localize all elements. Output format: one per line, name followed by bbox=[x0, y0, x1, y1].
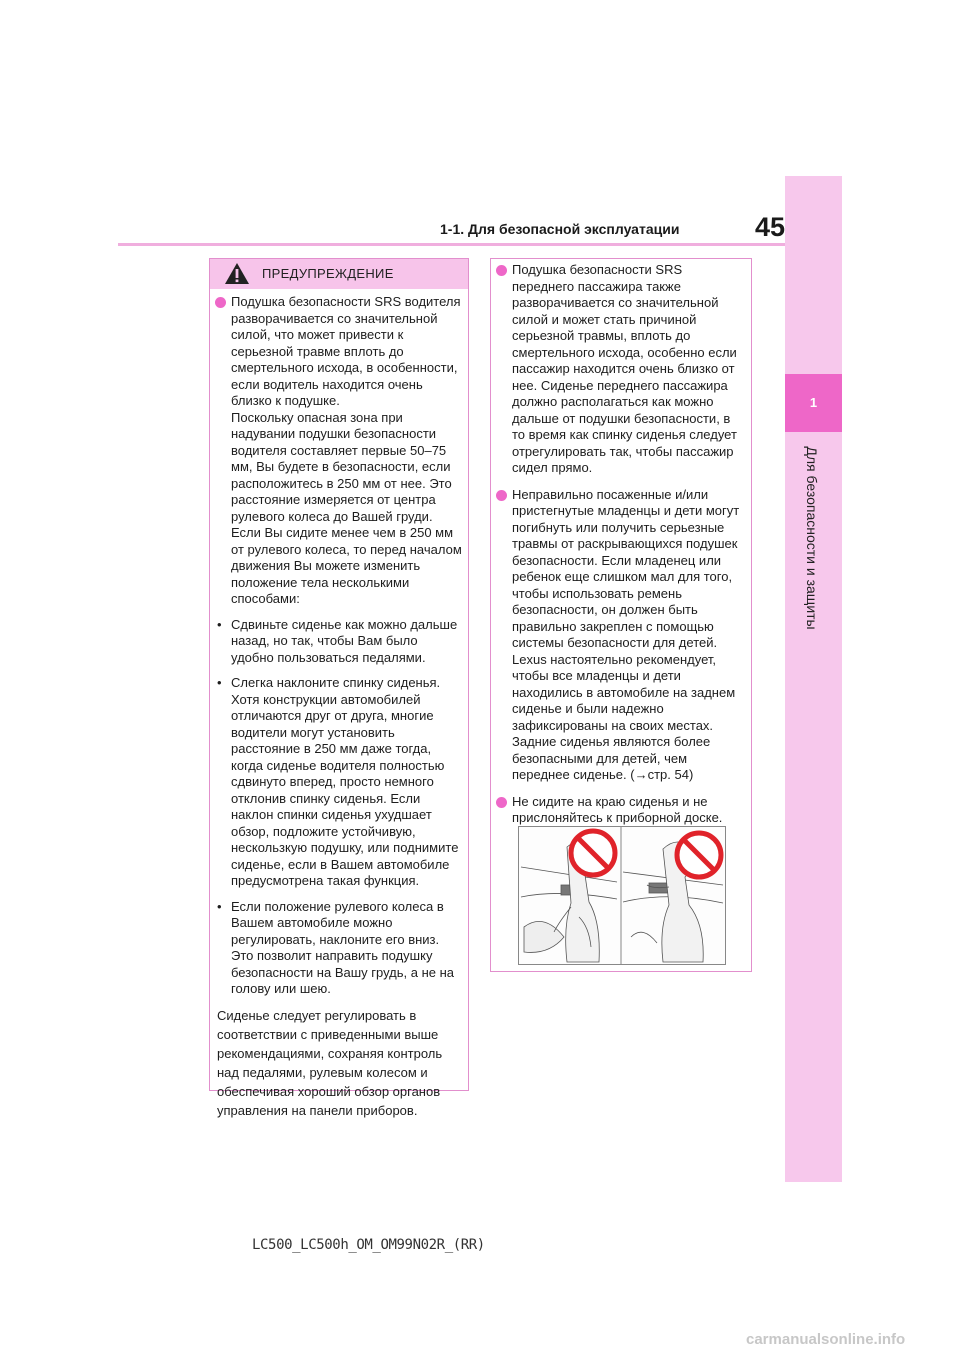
header-rule bbox=[118, 243, 785, 246]
warning-item bbox=[210, 294, 468, 608]
bullet-dot-icon bbox=[496, 797, 507, 808]
sub-bullet-dot-icon: • bbox=[217, 898, 222, 914]
chapter-label: Для безопасности и защиты bbox=[804, 446, 820, 630]
warning-item-text: Подушка безопасности SRS водителя разворачивается со значительной силой, что может привести к серьезной травме вплоть до смертельного исхода, в особенности, если водитель находится очень близко к подушке. Поскольку опасная зона при надувании подушки безопасности водителя составляет первые 50–75 мм, Вы будете в безопасности, если расположитесь в 250 мм от нее. Это расстояние измеряется от центра рулевого колеса до Вашей груди. Если Вы сидите менее чем в 250 мм от рулевого колеса, то перед началом движения Вы можете изменить положение тела несколькими способами: bbox=[231, 294, 462, 606]
sub-bullet-text: Слегка наклоните спинку сиденья. Хотя конструкции автомобилей отличаются друг от друга, многие водители могут установить расстояние в 250 мм даже тогда, когда сиденье водителя полностью сдвинуто вперед, просто немного отклонив спинку сиденья. Если наклон спинки сиденья ухудшает обзор, подложите устойчивую, нескользкую подушку, или поднимите сиденье, если в Вашем автомобиле предусмотрена такая функция. bbox=[231, 675, 459, 888]
sub-bullet bbox=[210, 617, 468, 667]
sub-bullet-dot-icon: • bbox=[217, 616, 222, 632]
page-number: 45 bbox=[754, 212, 785, 242]
section-title: 1-1. Для безопасной эксплуатации bbox=[440, 221, 680, 237]
warning-header bbox=[210, 259, 468, 289]
sub-bullet bbox=[210, 899, 468, 998]
warning-box bbox=[209, 258, 469, 1118]
warning-title: ПРЕДУПРЕЖДЕНИЕ bbox=[262, 266, 394, 281]
bullet-dot-icon bbox=[215, 297, 226, 308]
warning-item bbox=[491, 487, 751, 784]
warning-item-text: Подушка безопасности SRS переднего пассажира также разворачивается со значительной силой и может стать причиной серьезной травмы, вплоть до смертельного исхода, особенно если пассажир находится очень близко от нее. Сиденье переднего пассажира должно располагаться как можно дальше от подушки безопасности, в то время как спинку сиденья следует отрегулировать так, чтобы пассажир сидел прямо. bbox=[512, 262, 737, 475]
continued-warning-content bbox=[491, 262, 751, 827]
warning-item bbox=[491, 262, 751, 477]
sub-bullet-text: Если положение рулевого колеса в Вашем автомобиле можно регулировать, наклоните его вниз. Это позволит направить подушку безопасности на Вашу грудь, а не на голову или шею. bbox=[231, 898, 455, 996]
warning-item bbox=[491, 794, 751, 827]
warning-closing-text: Сиденье следует регулировать в соответствии с приведенными выше рекомендациями, сохраняя контроль над педалями, рулевым колесом и обеспечивая хороший обзор органов управления на панели приборов. bbox=[217, 1007, 443, 1118]
sub-bullet-dot-icon: • bbox=[217, 675, 222, 690]
prohibition-sign-icon-right bbox=[677, 833, 721, 877]
sub-bullet-text: Сдвиньте сиденье как можно дальше назад, но так, чтобы Вам было удобно пользоваться педалями. bbox=[231, 616, 458, 665]
warning-triangle-icon bbox=[224, 262, 250, 285]
chapter-number-tab[interactable]: 1 bbox=[785, 374, 842, 432]
bullet-dot-icon bbox=[496, 265, 507, 276]
bullet-dot-icon bbox=[496, 490, 507, 501]
document-code: LC500_LC500h_OM_OM99N02R_(RR) bbox=[252, 1237, 485, 1253]
prohibited-seating-illustration bbox=[518, 826, 726, 965]
sub-bullet bbox=[210, 675, 468, 890]
seating-illustration-drawing bbox=[519, 827, 725, 964]
chapter-side-tab bbox=[785, 176, 842, 1182]
warning-item-text: Неправильно посаженные и/или пристегнутые младенцы и дети могут погибнуть или получить серьезные травмы от раскрывающихся подушек безопасности. Если младенец или ребенок еще слишком мал для того, чтобы использовать ремень безопасности, он должен быть правильно закреплен с помощью системы безопасности для детей. Lexus настоятельно рекомендует, чтобы все младенцы и дети находились в автомобиле на заднем сиденье и были надежно зафиксированы на своих местах. Задние сиденья являются более безопасными для детей, чем переднее сиденье. (→стр. 54) bbox=[512, 486, 740, 782]
warning-content bbox=[210, 294, 468, 1120]
warning-item-text: Не сидите на краю сиденья и не прислоняйтесь к приборной доске. bbox=[512, 793, 723, 825]
watermark: carmanualsonline.info bbox=[746, 1331, 906, 1348]
prohibition-sign-icon-left bbox=[571, 831, 615, 875]
